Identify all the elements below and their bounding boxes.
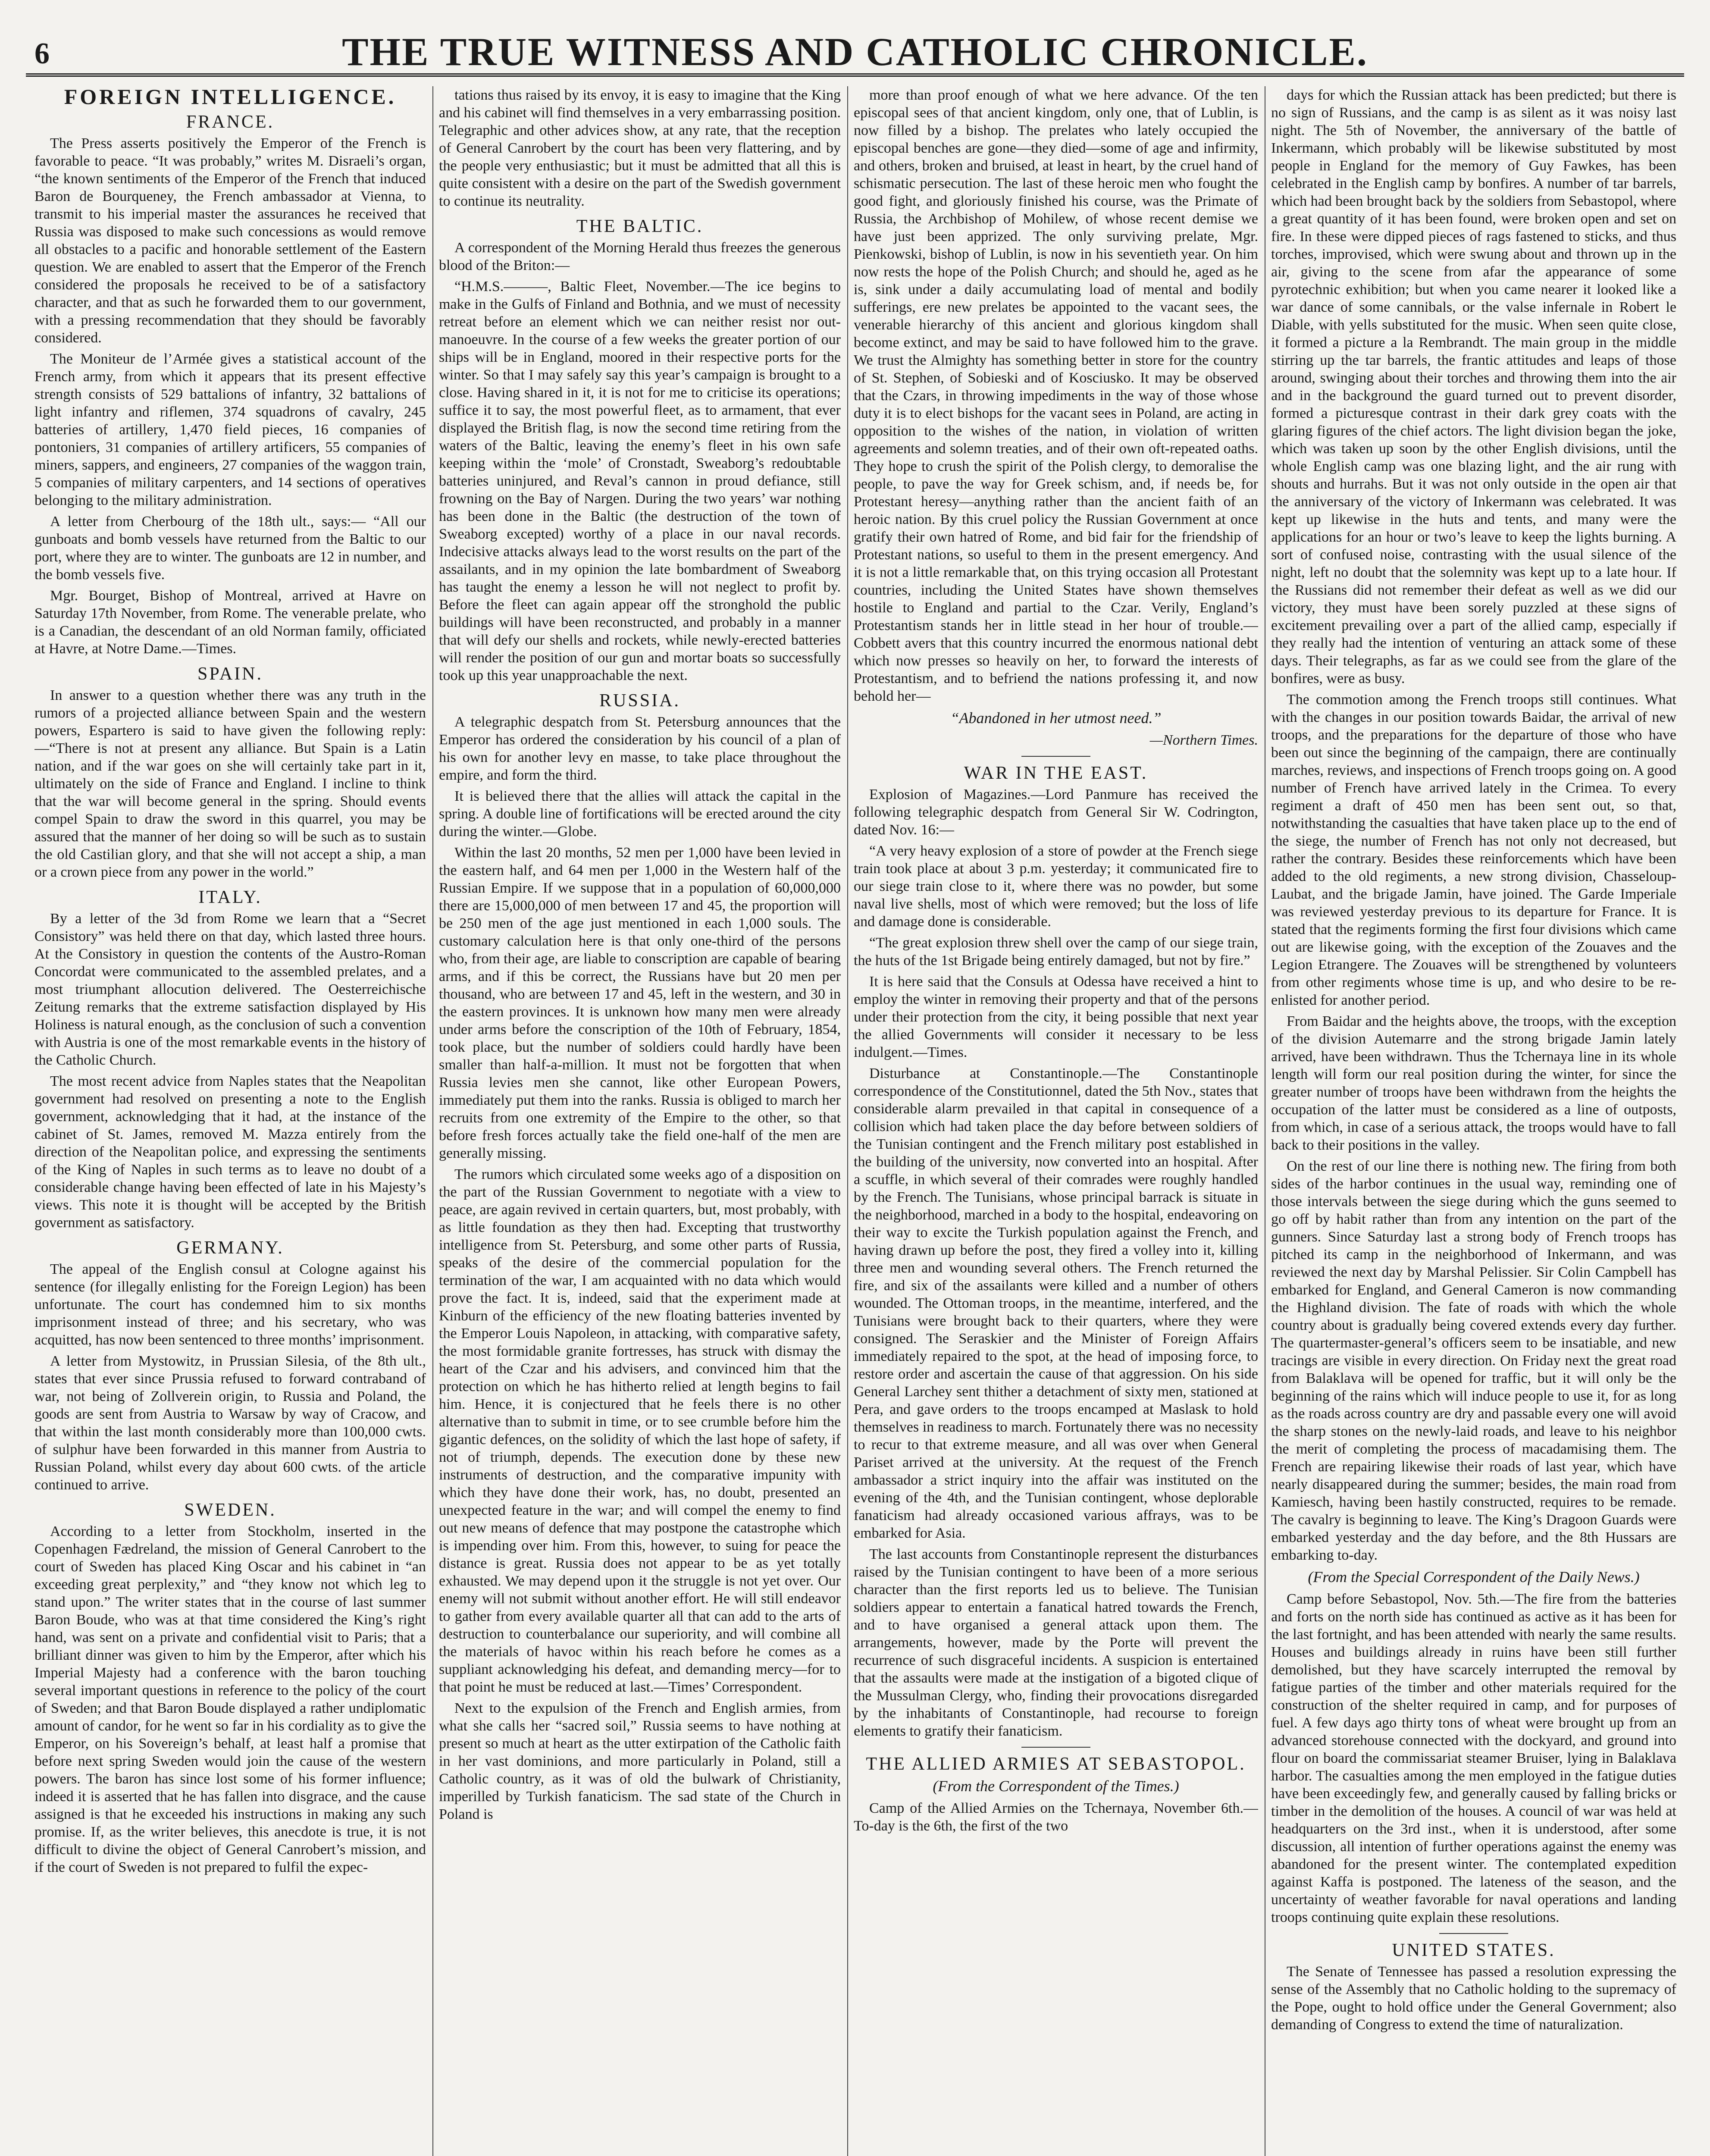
subheading-russia: RUSSIA. <box>599 691 680 711</box>
source-line: —Northern Times. <box>1149 732 1258 748</box>
subheading-baltic: THE BALTIC. <box>576 216 704 236</box>
subheading-spain: SPAIN. <box>197 664 263 684</box>
subheading-italy: ITALY. <box>198 887 262 907</box>
article-paragraph: “The great explosion threw shell over the camp of our siege train, the huts of the 1st Brigade being entirely damaged, but not by fire.” <box>854 935 1258 968</box>
article-paragraph: On the rest of our line there is nothing new. The firing from both sides of the harbor continues in the usual way, reminding one of those intervals between the siege during which the guns seemed to go off by habit rather than from any intention on the part of the gunners. Since Saturday last a strong body of French troops has pitched its camp in the neighborhood of Inkermann, and was reviewed the next day by Marshal Pelissier. Sir Colin Campbell has embarked for England, and General Cameron is now commanding the Highland division. The fate of roads with which the whole country about is gradually being covered extends every day further. The quartermaster-general’s officers seem to be insatiable, and new tracings are visible in every direction. On Friday next the great road from Balaklava will be opened for traffic, but it will only be the beginning of the rains which will induce people to use it, for as long as the roads across country are dry and passable every one will avoid the sharp stones on the newly-laid roads, and leave to his neighbor the merit of completing the process of macadamising them. The French are repairing likewise their roads of last year, which have nearly disappeared during the summer; besides, the main road from Kamiesch, having been hastily constructed, requires to be remade. The cavalry is beginning to leave. The King’s Dragoon Guards were embarked yesterday and the day before, and the 8th Hussars are embarking to-day. <box>1271 1158 1676 1563</box>
article-paragraph: Disturbance at Constantinople.—The Constantinople correspondence of the Constitutionnel, dated the 5th Nov., states that considerable alarm prevailed in that capital in consequence of a collision which had taken place the day before between soldiers of the Tunisian contingent and the French military post established in the building of the university, now converted into an hospital. After a scuffle, in which several of their comrades were roughly handled by the French. The Tunisians, whose principal barrack is situate in the neighborhood, marched in a body to the hospital, endeavoring on their way to excite the Turkish population against the French, and having drawn up before the post, they fired a volley into it, killing three men and wounding several others. The French returned the fire, and six of the assailants were killed and a number of others wounded. The Ottoman troops, in the meantime, interfered, and the Tunisians were brought back to their quarters, where they were consigned. The Seraskier and the Minister of Foreign Affairs immediately repaired to the spot, at the head of imposing force, to restore order and ascertain the cause of that aggression. On his side General Larchey sent thither a detachment of sixty men, stationed at Pera, and gave orders to the troops encamped at Maslask to hold themselves in readiness to march. Fortunately there was no necessity to recur to that extreme measure, and all was over when General Pariset arrived at the university. At the request of the French ambassador a strict inquiry into the affair was instituted on the evening of the 4th, and the Tunisian contingent, whose deplorable fanaticism had already occasioned various affrays, was to be embarked for Asia. <box>854 1065 1258 1541</box>
article-paragraph: days for which the Russian attack has been predicted; but there is no sign of Russians, and the camp is as silent as it was noisy last night. The 5th of November, the anniversary of the battle of Inkermann, which probably will be likewise substituted by most people in England for the memory of Guy Fawkes, has been celebrated in the English camp by bonfires. A number of tar barrels, which had been brought back by the soldiers from Sebastopol, where a great quantity of it has been found, were broken open and set on fire. In these were dipped pieces of rags fastened to sticks, and thus torches, improvised, which were swung about and thrown up in the air, giving to the scene from afar the appearance of some pyrotechnic exhibition; but when you came nearer it looked like a war dance of some cannibals, or the valse infernale in Robert le Diable, with yells substituted for the music. When seen quite close, it formed a picture a la Rembrandt. The main group in the middle stirring up the tar barrels, the frantic attitudes and leaps of those around, swinging about their torches and throwing them into the air and in the background the guard turned out to prevent disorder, formed a picturesque contrast in their dark grey coats with the glaring figures of the chief actors. The light division began the joke, which was taken up soon by the other English divisions, until the whole English camp was one blazing light, and the air rung with shouts and hurrahs. But it was not only outside in the open air that the anniversary of the victory of Inkermann was celebrated. It was kept up likewise in the huts and tents, and many were the applications for an hour or two’s leave to keep the lights burning. A sort of confused noise, contrasting with the usual silence of the night, left no doubt that the solemnity was kept up to a late hour. If the Russians did not remember their defeat as well as we did our victory, they must have been sorely puzzled at these signs of excitement prevailing over a part of the allied camp, especially if they really had the intention of venturing an attack some of these days. Their telegraphs, as far as we could see from the glare of the bonfires, were as busy. <box>1271 87 1676 686</box>
article-paragraph: Explosion of Magazines.—Lord Panmure has received the following telegraphic despatch from General Sir W. Codrington, dated Nov. 16:— <box>854 787 1258 838</box>
article-paragraph: According to a letter from Stockholm, inserted in the Copenhagen Fædreland, the mission of General Canrobert to the court of Sweden has placed King Oscar and his cabinet in “an exceeding great perplexity,” and “they know not which leg to stand upon.” The writer states that in the course of last summer Baron Boude, who was at that time considered the King’s right hand, was sent on a private and confidential visit to Paris; that a brilliant dinner was given to him by the Emperor, after which his Imperial Majesty had a conference with the baron touching several important questions in reference to the policy of the court of Sweden; and that Baron Boude displayed a rather undiplomatic amount of candor, for he went so far in his cordiality as to give the Emperor, on his Sovereign’s behalf, at least half a promise that before next spring Sweden would join the cause of the western powers. The baron has since lost some of his former influence; indeed it is asserted that he has fallen into disgrace, and the cause assigned is that he exceeded his instructions in making any such promise. If, as the writer believes, this anecdote is true, it is not difficult to divine the object of General Canrobert’s mission, and if the court of Sweden is not prepared to fulfil the expec- <box>34 1523 426 1875</box>
article-paragraph: A letter from Cherbourg of the 18th ult., says:— “All our gunboats and bomb vessels have returned from the Baltic to our port, where they are to winter. The gunboats are 12 in number, and the bomb vessels five. <box>34 514 426 583</box>
article-paragraph: The Senate of Tennessee has passed a resolution expressing the sense of the Assembly that no Catholic holding to the supremacy of the Pope, ought to hold office under the General Government; also demanding of Congress to extend the time of naturalization. <box>1271 1964 1676 2033</box>
byline: (From the Correspondent of the Times.) <box>933 1777 1179 1795</box>
subheading-sweden: SWEDEN. <box>184 1500 276 1520</box>
article-paragraph: Within the last 20 months, 52 men per 1,000 have been levied in the eastern half, and 64 men per 1,000 in the Western half of the Russian Empire. If we suppose that in a population of 60,000,000 there are 15,000,000 of men between 17 and 45, the proportion will be 250 men of the age just mentioned in each 1,000 souls. The customary calculation here is that only one-third of the persons who, from their age, are liable to conscription are capable of bearing arms, and if this be correct, the Russians have but 20 men per thousand, who are between 17 and 45, left in the western, and 30 in the eastern provinces. It is unknown how many men were already under arms before the conscription of the 10th of February, 1854, took place, but the number of soldiers could hardly have been smaller than half-a-million. It must not be forgotten that when Russia levies men she cannot, like other European Powers, immediately put them into the ranks. Russia is obliged to march her recruits from one extremity of the Empire to the other, so that before fresh forces actually take the field one-half of the men are generally missing. <box>439 845 841 1161</box>
article-paragraph: Camp of the Allied Armies on the Tchernaya, November 6th.—To-day is the 6th, the first of the two <box>854 1800 1258 1834</box>
article-paragraph: A letter from Mystowitz, in Prussian Silesia, of the 8th ult., states that ever since Prussia refused to forward contraband of war, not being of Zollverein origin, to Russia and Poland, the goods are sent from Austria to Warsaw by way of Cracow, and that within the last month considerably more than 100,000 cwts. of sulphur have been forwarded in this manner from Austria to Russian Poland, whilst every day about 600 cwts. of the article continued to arrive. <box>34 1353 426 1493</box>
byline: (From the Special Correspondent of the Daily News.) <box>1308 1568 1640 1586</box>
subheading-germany: GERMANY. <box>176 1238 284 1258</box>
article-paragraph: The Press asserts positively the Emperor of the French is favorable to peace. “It was probably,” writes M. Disraeli’s organ, “the known sentiments of the Emperor of the French that induced Baron de Bourqueney, the French ambassador at Vienna, to transmit to his imperial master the assurances he received that Russia was disposed to make such concessions as would remove all obstacles to a pacific and honorable settlement of the Eastern question. We are enabled to assert that the Emperor of the French considered the proposals he received to be of a satisfactory character, and that as such he forwarded them to our government, with a pressing recommendation that they should be favorably considered. <box>34 135 426 346</box>
article-paragraph: The most recent advice from Naples states that the Neapolitan government had resolved on presenting a note to the English government, acknowledging that it had, at the instance of the cabinet of St. James, removed M. Mazza entirely from the direction of the Neapolitan police, and expressing the sentiments of the King of Naples in such terms as to leave no doubt of a considerable change having been effected of late in his Majesty’s views. This note it is thought will be accepted by the British government as satisfactory. <box>34 1073 426 1231</box>
article-paragraph: By a letter of the 3d from Rome we learn that a “Secret Consistory” was held there on that day, which lasted three hours. At the Consistory in question the contents of the Austro-Roman Concordat were communicated to the assembled prelates, and a most triumphant allocution delivered. The Oesterreichische Zeitung remarks that the extreme satisfaction displayed by His Holiness is natural enough, as the conclusion of such a convention with Austria is one of the most remarkable events in the history of the Catholic Church. <box>34 911 426 1068</box>
article-paragraph: more than proof enough of what we here advance. Of the ten episcopal sees of that ancient kingdom, only one, that of Lublin, is now filled by a bishop. The prelates who lately occupied the episcopal benches are gone—they died—some of age and infirmity, and others, broken and bruised, at least in heart, by the cruel hand of schismatic persecution. The last of these heroic men who fought the good fight, and gloriously finished his course, was the Primate of Russia, the Archbishop of Mohilew, of whose recent demise we have just been apprized. The only surviving prelate, Mgr. Pienkowski, bishop of Lublin, is now in his seventieth year. On him now rests the hope of the Polish Church; and should he, aged as he is, sink under a daily accumulating load of mental and bodily sufferings, ere new prelates be appointed to the vacant sees, the venerable hierarchy of this ancient and glorious kingdom shall become extinct, and may be said to have followed him to the grave. We trust the Almighty has something better in store for the country of St. Stephen, of Sobieski and of Kosciusko. It may be observed that the Czars, in throwing impediments in the way of those whose duty it is to elect bishops for the vacant sees in Poland, are acting in opposition to the wishes of the nation, in violation of written agreements and solemn treaties, and of their own oft-repeated oaths. They hope to crush the spirit of the Polish clergy, to demoralise the people, to pave the way for Greek schism, and, if needs be, for Protestant heresy—anything rather than the ancient faith of an heroic nation. By this cruel policy the Russian Government at once gratify their own hatred of Rome, and bid fair for the friendship of Protestant nations, so useful to them in the present emergency. And it is not a little remarkable that, on this trying occasion all Protestant countries, including the United States have shown themselves hostile to England and partial to the Czar. Verily, England’s Protestantism stands her in little stead in her hour of trouble.— Cobbett avers that this country incurred the enormous national debt which now presses so heavily on her, to forward the interests of Protestantism, and to befriend the nations professing it, and now behold her— <box>854 87 1258 704</box>
masthead <box>26 24 1684 77</box>
column-3 <box>854 86 1258 2156</box>
column-rule <box>432 86 433 2156</box>
quote-line: “Abandoned in her utmost need.” <box>950 709 1162 727</box>
divider <box>1439 1933 1508 1934</box>
article-paragraph: A telegraphic despatch from St. Petersburg announces that the Emperor has ordered the consideration by his council of a plan of his own for another levy en masse, to take place throughout the empire, and form the third. <box>439 714 841 783</box>
article-paragraph: “A very heavy explosion of a store of powder at the French siege train took place at about 3 p.m. yesterday; it communicated fire to our siege train close to it, where there was no powder, but some naval live shells, most of which were removed; but the loss of life and damage done is considerable. <box>854 843 1258 930</box>
section-heading: FOREIGN INTELLIGENCE. <box>64 86 397 109</box>
column-rule <box>847 86 848 2156</box>
article-paragraph: Mgr. Bourget, Bishop of Montreal, arrived at Havre on Saturday 17th November, from Rome. The venerable prelate, who is a Canadian, the descendant of an old Norman family, officiated at Havre, at Notre Dame.—Times. <box>34 588 426 657</box>
article-paragraph: From Baidar and the heights above, the troops, with the exception of the division Autemarre and the strong brigade Jamin lately arrived, have been withdrawn. Thus the Tchernaya line in its whole length will form our real position during the winter, for since the greater number of troops have been withdrawn from the heights the occupation of the latter must be considered as a line of outposts, from which, in case of a serious attack, the troops would have to fall back to their positions in the valley. <box>1271 1013 1676 1153</box>
article-paragraph: It is believed there that the allies will attack the capital in the spring. A double line of fortifications will be erected around the city during the winter.—Globe. <box>439 788 841 840</box>
article-paragraph: A correspondent of the Morning Herald thus freezes the generous blood of the Briton:— <box>439 240 841 273</box>
subheading-united-states: UNITED STATES. <box>1392 1940 1556 1960</box>
article-paragraph: “H.M.S.———, Baltic Fleet, November.—The ice begins to make in the Gulfs of Finland and Bothnia, and we must of necessity retreat before an element which we can neither resist nor out-manoeuvre. In the course of a few weeks the greater portion of our ships will be in England, moored in their respective ports for the winter. So that I may safely say this year’s campaign is brought to a close. Having shared in it, it is not for me to criticise its operations; suffice it to say, the most powerful fleet, as to armament, that ever displayed the British flag, is now the second time retiring from the waters of the Baltic, leaving the enemy’s fleet in his own safe keeping within the ‘mole’ of Cronstadt, Sweaborg’s redoubtable batteries uninjured, and Reval’s cannon in proud defiance, still frowning on the Bay of Nargen. During the two years’ war nothing has been done in the Baltic (the destruction of the town of Sweaborg excepted) worthy of a place in our naval records. Indecisive attacks always lead to the worst results on the part of the assailants, and in my opinion the late bombardment of Sweaborg has taught the enemy a lesson he will not neglect to profit by. Before the fleet can again appear off the stronghold the public buildings will have been reconstructed, and probably in a manner that will defy our shells and rockets, while newly-erected batteries will render the position of our gun and mortar boats so successfully took up this year unapproachable the next. <box>439 279 841 683</box>
subheading-war-in-the-east: WAR IN THE EAST. <box>964 763 1148 783</box>
article-paragraph: The Moniteur de l’Armée gives a statistical account of the French army, from which it appears that its present effective strength consists of 529 battalions of infantry, 32 battalions of light infantry and riflemen, 374 squadrons of cavalry, 245 batteries of artillery, 1,470 field pieces, 16 companies of pontoniers, 31 companies of artillery artificers, 55 companies of miners, sappers, and engineers, 27 companies of the waggon train, 5 companies of military carpenters, and 14 sections of operatives belonging to the military administration. <box>34 351 426 508</box>
article-paragraph: tations thus raised by its envoy, it is easy to imagine that the King and his cabinet will find themselves in a very embarrassing position. Telegraphic and other advices show, at any rate, that the reception of General Canrobert by the court has been very flattering, and by the people very enthusiastic; but it must be admitted that all this is quite consistent with a desire on the part of the Swedish government to continue its neutrality. <box>439 87 841 209</box>
article-paragraph: Camp before Sebastopol, Nov. 5th.—The fire from the batteries and forts on the north side has continued as active as it has been for the last fortnight, and has been attended with nearly the same results. Houses and buildings already in ruins have been still further demolished, but they have scarcely interrupted the removal by fatigue parties of the timber and other materials required for the construction of the shelter required in camp, and for purposes of fuel. A few days ago thirty tons of wheat were brought up from an advanced storehouse connected with the dockyard, and ground into flour on board the commissariat steamer Bruiser, lying in Balaklava harbor. The casualties among the men employed in the fatigue duties have been exceedingly few, and generally caused by falling bricks or timber in the demolition of the houses. A council of war was held at headquarters on the 3rd inst., when it is understood, after some discussion, all intention of further operations against the enemy was abandoned for the present winter. The contemplated expedition against Kaffa is postponed. The lateness of the season, and the uncertainty of weather favorable for naval operations and landing troops continuing quite explain these resolutions. <box>1271 1591 1676 1925</box>
article-paragraph: The last accounts from Constantinople represent the disturbances raised by the Tunisian contingent to have been of a more serious character than the first reports led us to believe. The Tunisian soldiers appear to entertain a fanatical hatred towards the French, and to have organised a general attack upon them. The arrangements, however, made by the Porte will prevent the recurrence of such disgraceful incidents. A suspicion is entertained that the assaults were made at the instigation of a bigoted clique of the Mussulman Clergy, who, finding their provocations disregarded by the inhabitants of Constantinople, had recourse to foreign elements to gratify their fanaticism. <box>854 1546 1258 1739</box>
article-paragraph: In answer to a question whether there was any truth in the rumors of a projected alliance between Spain and the western powers, Espartero is said to have given the following reply:—“There is not at present any alliance. But Spain is a Latin nation, and if the war goes on she will certainly take part in it, ultimately on the side of France and England. I incline to think that the war will become general in the spring. Should events compel Spain to draw the sword in this quarrel, you may be assured that the manner of her doing so will be such as to sustain the old Castilian glory, and that she will not accept a ship, a man or a crown piece from any power in the world.” <box>34 687 426 880</box>
page-number: 6 <box>34 37 50 70</box>
article-paragraph: Next to the expulsion of the French and English armies, from what she calls her “sacred soil,” Russia seems to have nothing at present so much at heart as the utter extirpation of the Catholic faith in her vast dominions, and more particularly in Poland, still a Catholic country, as it was of old the bulwark of Christianity, imperilled by Turkish fanaticism. The sad state of the Church in Poland is <box>439 1700 841 1822</box>
article-paragraph: The rumors which circulated some weeks ago of a disposition on the part of the Russian Government to negotiate with a view to peace, are again revived in certain quarters, but, most probably, with as little foundation as they then had. Excepting that trustworthy intelligence from St. Petersburg, and some other parts of Russia, speaks of the desire of the commercial population for the termination of the war, I am acquainted with no data which would prove the fact. It is, indeed, said that the experiment made at Kinburn of the efficiency of the new floating batteries invented by the Emperor Louis Napoleon, in attacking, with comparative safety, the most formidable granite fortresses, has struck with dismay the heart of the Czar and his advisers, and convinced him that the protection on which he has hitherto relied at length begins to fail him. Hence, it is conjectured that he feels there is no other alternative than to submit in time, or to see crumble before him the gigantic defences, on the solidity of which the last hope of safety, if not of triumph, depends. The execution done by these new instruments of destruction, and the comparative impunity with which they have done their work, has, no doubt, presented an unexpected feature in the war; and will compel the enemy to find out new means of defence that may postpone the catastrophe which is impending over him. From this, however, to suing for peace the distance is great. Russia does not appear to be as yet totally exhausted. We may depend upon it the struggle is not yet over. Our enemy will not submit without another effort. He will still endeavor to gather from every available quarter all that can add to the arts of destruction to counterbalance our superiority, and will combine all the materials of havoc within his reach before he comes as a suppliant acknowledging his defeat, and demanding mercy—for to that point he must be reduced at last.—Times’ Correspondent. <box>439 1166 841 1695</box>
article-paragraph: It is here said that the Consuls at Odessa have received a hint to employ the winter in removing their property and that of the persons under their protection from the city, it being possible that next year the allied Governments will consider it necessary to be less indulgent.—Times. <box>854 974 1258 1060</box>
article-paragraph: The commotion among the French troops still continues. What with the changes in our position towards Baidar, the arrival of new troops, and the preparations for the departure of those who have been out since the beginning of the campaign, there are continually marches, reviews, and inspections of French troops going on. A good number of French have arrived lately in the Crimea. To every regiment a draft of 450 men has been sent out, so that, notwithstanding the casualties that have taken place up to the end of the siege, the number of French has not only not decreased, but rather the contrary. Besides these reinforcements which have been added to the old regiments, a new strong division, Chasseloup-Laubat, and the brigade Jamin, have joined. The Garde Imperiale was reviewed yesterday previous to its departure for France. It is stated that the regiments forming the first four divisions which came out are likewise going, with the exception of the Zouaves and the Legion Etrangere. The Zouaves will be strengthened by volunteers from other regiments whose time is up, and who desire to be re-enlisted for another period. <box>1271 692 1676 1008</box>
newspaper-title: THE TRUE WITNESS AND CATHOLIC CHRONICLE. <box>342 30 1368 74</box>
subheading-allied-armies: THE ALLIED ARMIES AT SEBASTOPOL. <box>866 1754 1246 1774</box>
subheading-france: FRANCE. <box>186 112 275 132</box>
article-paragraph: The appeal of the English consul at Cologne against his sentence (for illegally enlisting for the Foreign Legion) has been unfortunate. The court has condemned him to six months imprisonment instead of three; and his secretary, who was acquitted, has now been sentenced to three months’ imprisonment. <box>34 1261 426 1348</box>
divider <box>1021 1747 1090 1748</box>
column-4 <box>1271 86 1676 2156</box>
column-1 <box>34 86 426 2156</box>
column-2 <box>439 86 841 2156</box>
divider <box>1021 756 1090 757</box>
